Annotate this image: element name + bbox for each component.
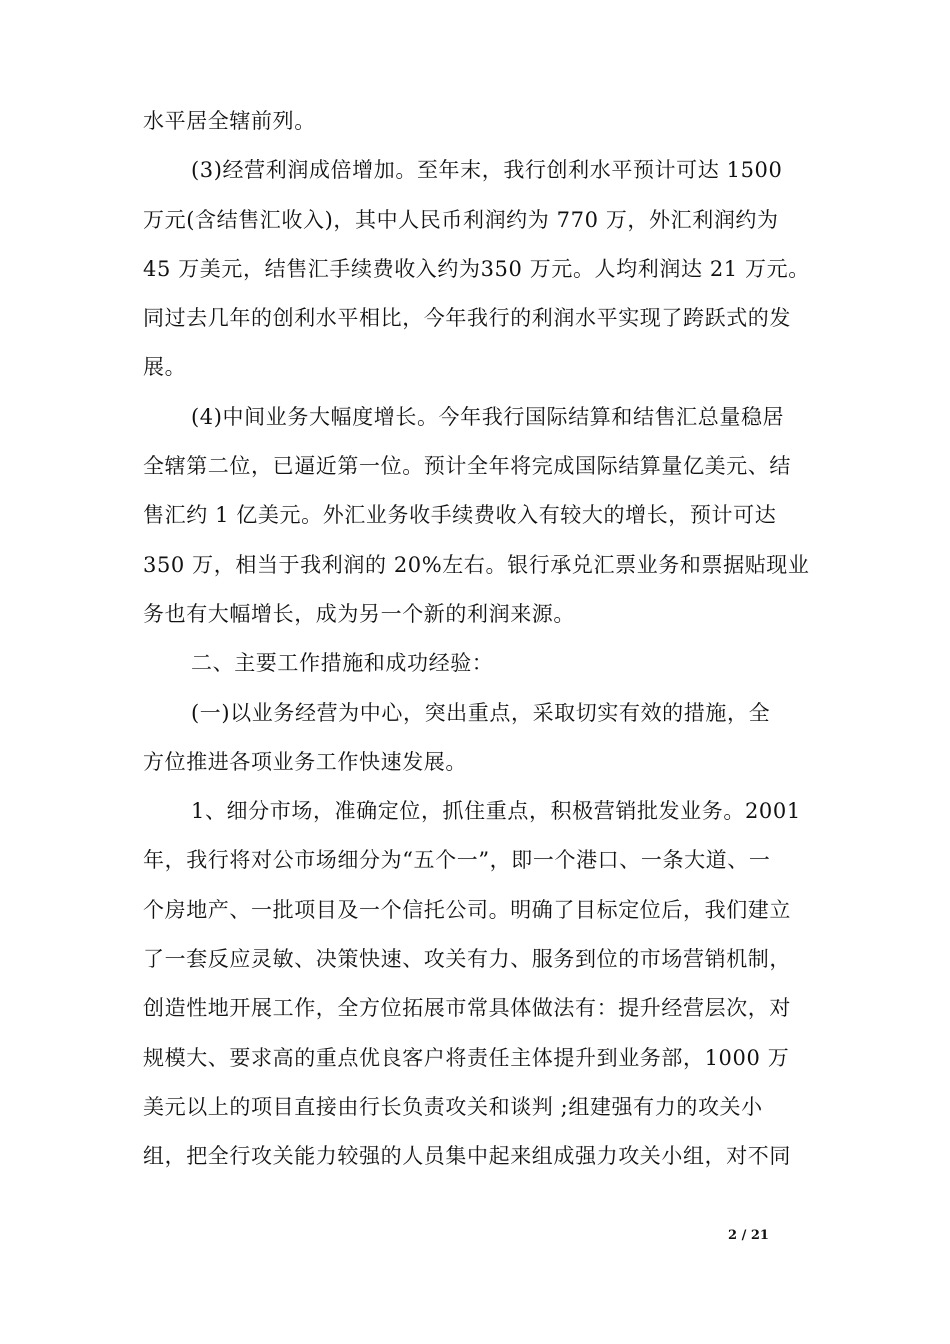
text-line: 全辖第二位，已逼近第一位。预计全年将完成国际结算量亿美元、结 xyxy=(143,454,791,479)
text-line: 方位推进各项业务工作快速发展。 xyxy=(143,749,467,774)
document-body xyxy=(143,97,819,1182)
text-line: 售汇约 1 亿美元。外汇业务收手续费收入有较大的增长，预计可达 xyxy=(143,503,777,528)
text-line: 组，把全行攻关能力较强的人员集中起来组成强力攻关小组，对不同 xyxy=(143,1144,791,1169)
section-heading: 二、主要工作措施和成功经验： xyxy=(191,651,494,676)
text-line: 万元(含结售汇收入)，其中人民币利润约为 770 万，外汇利润约为 xyxy=(143,207,779,232)
text-line: 了一套反应灵敏、决策快速、攻关有力、服务到位的市场营销机制， xyxy=(143,947,791,972)
text-line: 美元以上的项目直接由行长负责攻关和谈判 ;组建强有力的攻关小 xyxy=(143,1094,763,1119)
text-line: 展。 xyxy=(143,355,187,380)
text-line: 年，我行将对公市场细分为“五个一”，即一个港口、一条大道、一 xyxy=(143,848,771,873)
text-line: 45 万美元，结售汇手续费收入约为350 万元。人均利润达 21 万元。 xyxy=(143,256,810,281)
text-line: (4)中间业务大幅度增长。今年我行国际结算和结售汇总量稳居 xyxy=(191,404,785,429)
page-number: 2 / 21 xyxy=(728,1228,769,1243)
text-line: 350 万，相当于我利润的 20%左右。银行承兑汇票业务和票据贴现业 xyxy=(143,552,810,577)
text-line: 规模大、要求高的重点优良客户将责任主体提升到业务部，1000 万 xyxy=(143,1045,790,1070)
text-line: 水平居全辖前列。 xyxy=(143,109,316,133)
text-line: 同过去几年的创利水平相比，今年我行的利润水平实现了跨跃式的发 xyxy=(143,306,791,331)
text-line: 务也有大幅增长，成为另一个新的利润来源。 xyxy=(143,601,575,626)
text-line: 个房地产、一批项目及一个信托公司。明确了目标定位后，我们建立 xyxy=(143,897,791,922)
text-line: (3)经营利润成倍增加。至年末，我行创利水平预计可达 1500 xyxy=(191,158,783,183)
text-line: 创造性地开展工作，全方位拓展市常具体做法有：提升经营层次，对 xyxy=(143,996,791,1021)
text-line: (一)以业务经营为中心，突出重点，采取切实有效的措施，全 xyxy=(191,700,771,725)
text-line: 1、细分市场，准确定位，抓住重点，积极营销批发业务。2001 xyxy=(191,799,801,824)
